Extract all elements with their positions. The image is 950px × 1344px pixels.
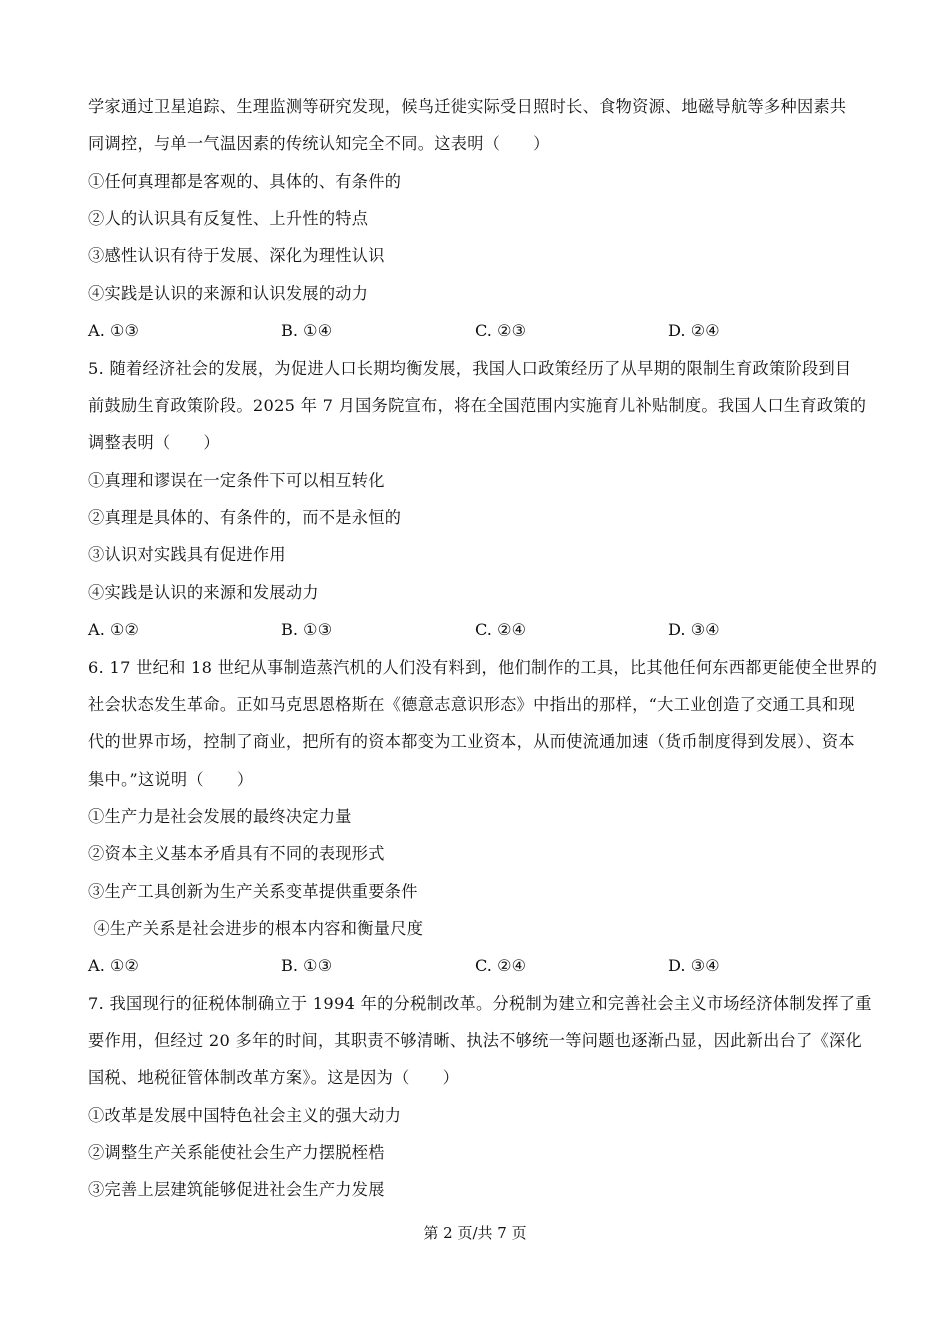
q5-options	[88, 619, 868, 641]
q7-item-3: ③完善上层建筑能够促进社会生产力发展	[88, 1180, 385, 1199]
q4-stem-line-2: 同调控，与单一气温因素的传统认知完全不同。这表明（ ）	[88, 134, 550, 153]
q4-option-d: D. ②④	[668, 321, 720, 340]
q4-option-a: A. ①③	[88, 321, 140, 340]
q7-stem-line-2: 要作用，但经过 20 多年的时间，其职责不够清晰、执法不够统一等问题也逐渐凸显，因此新出台了《深化	[88, 1031, 863, 1050]
q5-stem-line-1: 5. 随着经济社会的发展，为促进人口长期均衡发展，我国人口政策经历了从早期的限制生育政策阶段到目	[88, 359, 852, 378]
q6-stem-line-3: 代的世界市场，控制了商业，把所有的资本都变为工业资本，从而使流通加速（货币制度得到发展）、资本	[88, 732, 855, 751]
q4-option-b: B. ①④	[281, 321, 333, 340]
q5-option-a: A. ①②	[88, 620, 140, 639]
q5-option-c: C. ②④	[475, 620, 527, 639]
q7-stem-line-3: 国税、地税征管体制改革方案》。这是因为（ ）	[88, 1068, 460, 1087]
q4-option-c: C. ②③	[475, 321, 527, 340]
q6-stem-line-2: 社会状态发生革命。正如马克思恩格斯在《德意志意识形态》中指出的那样，“大工业创造了交通工具和现	[88, 695, 855, 714]
q6-item-2: ②资本主义基本矛盾具有不同的表现形式	[88, 844, 385, 863]
q5-option-b: B. ①③	[281, 620, 333, 639]
q6-option-a: A. ①②	[88, 956, 140, 975]
q6-item-3: ③生产工具创新为生产关系变革提供重要条件	[88, 882, 418, 901]
q4-options	[88, 320, 868, 342]
q5-item-4: ④实践是认识的来源和发展动力	[88, 583, 319, 602]
q5-stem-line-3: 调整表明（ ）	[88, 433, 220, 452]
q6-item-1: ①生产力是社会发展的最终决定力量	[88, 807, 352, 826]
q4-item-4: ④实践是认识的来源和认识发展的动力	[88, 284, 369, 303]
q4-item-3: ③感性认识有待于发展、深化为理性认识	[88, 246, 385, 265]
q6-options	[88, 955, 868, 977]
q6-option-d: D. ③④	[668, 956, 720, 975]
q6-stem-line-4: 集中。”这说明（ ）	[88, 770, 254, 789]
q6-option-c: C. ②④	[475, 956, 527, 975]
q6-stem-line-1: 6. 17 世纪和 18 世纪从事制造蒸汽机的人们没有料到，他们制作的工具，比其他任何东西都更能使全世界的	[88, 658, 878, 677]
q6-item-4: ④生产关系是社会进步的根本内容和衡量尺度	[88, 919, 424, 938]
q7-stem-line-1: 7. 我国现行的征税体制确立于 1994 年的分税制改革。分税制为建立和完善社会主义市场经济体制发挥了重	[88, 994, 872, 1013]
q6-option-b: B. ①③	[281, 956, 333, 975]
q5-item-1: ①真理和谬误在一定条件下可以相互转化	[88, 471, 385, 490]
q5-item-3: ③认识对实践具有促进作用	[88, 545, 286, 564]
q5-stem-line-2: 前鼓励生育政策阶段。2025 年 7 月国务院宣布，将在全国范围内实施育儿补贴制度。我国人口生育政策的	[88, 396, 867, 415]
q7-item-1: ①改革是发展中国特色社会主义的强大动力	[88, 1106, 402, 1125]
q4-item-2: ②人的认识具有反复性、上升性的特点	[88, 209, 369, 228]
q7-item-2: ②调整生产关系能使社会生产力摆脱桎梏	[88, 1143, 385, 1162]
q5-option-d: D. ③④	[668, 620, 720, 639]
page-number-footer: 第 2 页/共 7 页	[423, 1224, 527, 1242]
q4-stem-line-1: 学家通过卫星追踪、生理监测等研究发现，候鸟迁徙实际受日照时长、食物资源、地磁导航等多种因素共	[88, 97, 847, 116]
q5-item-2: ②真理是具体的、有条件的，而不是永恒的	[88, 508, 402, 527]
q4-item-1: ①任何真理都是客观的、具体的、有条件的	[88, 172, 402, 191]
